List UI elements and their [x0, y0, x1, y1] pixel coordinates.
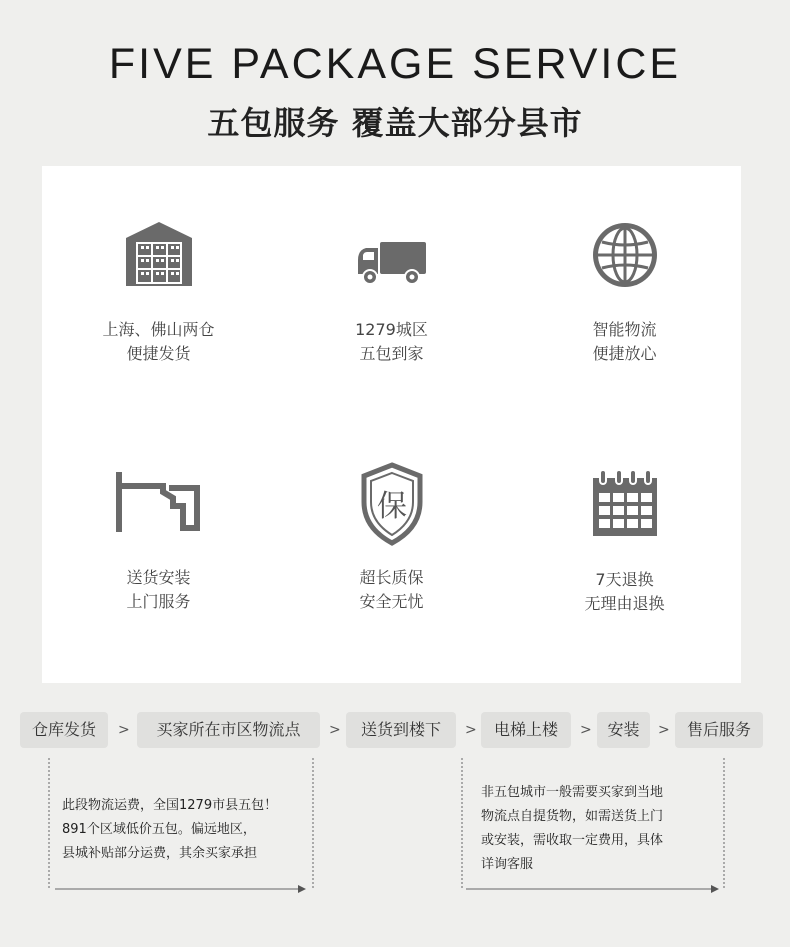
- flow-step-warehouse: 仓库发货: [20, 712, 108, 748]
- note-line: 此段物流运费，全国1279市县五包！: [62, 798, 278, 813]
- page-title-cn: 五包服务 覆盖大部分县市: [207, 104, 583, 142]
- feature-line-2: 上门服务: [126, 592, 191, 611]
- feature-line-2: 安全无忧: [359, 592, 424, 611]
- flow-step-downstairs: 送货到楼下: [346, 712, 456, 748]
- note-line: 详询客服: [481, 857, 534, 872]
- feature-line-1: 智能物流: [592, 320, 657, 339]
- feature-line-2: 便捷放心: [592, 344, 657, 363]
- flow-step-city-logistics: 买家所在市区物流点: [137, 712, 320, 748]
- flow-arrow: >: [658, 722, 670, 738]
- flow-step-install: 安装: [597, 712, 650, 748]
- feature-line-1: 送货安装: [126, 568, 191, 587]
- flow-arrow: >: [465, 722, 477, 738]
- page-title-en: FIVE PACKAGE SERVICE: [108, 40, 682, 88]
- feature-line-2: 五包到家: [359, 344, 424, 363]
- flow-arrow: >: [580, 722, 592, 738]
- feature-line-2: 无理由退换: [584, 594, 665, 613]
- feature-line-2: 便捷发货: [126, 344, 191, 363]
- note-line: 891个区域低价五包。偏远地区，: [62, 822, 256, 837]
- flow-step-after-sales: 售后服务: [675, 712, 763, 748]
- flow-arrow: >: [118, 722, 130, 738]
- feature-line-1: 超长质保: [359, 568, 424, 587]
- note-line: 非五包城市一般需要买家到当地: [481, 785, 664, 800]
- flow-step-elevator: 电梯上楼: [481, 712, 571, 748]
- feature-line-1: 7天退换: [595, 570, 654, 589]
- note-line: 县城补贴部分运费，其余买家承担: [62, 846, 258, 861]
- feature-line-1: 1279城区: [355, 320, 428, 339]
- shield-bao-text: 保: [376, 489, 407, 524]
- note-line: 或安装，需收取一定费用，具体: [481, 833, 664, 848]
- feature-line-1: 上海、佛山两仓: [102, 320, 215, 339]
- note-line: 物流点自提货物，如需送货上门: [481, 809, 664, 824]
- note-non-five-package: [481, 781, 721, 877]
- note-five-package: [62, 794, 312, 866]
- flow-arrow: >: [329, 722, 341, 738]
